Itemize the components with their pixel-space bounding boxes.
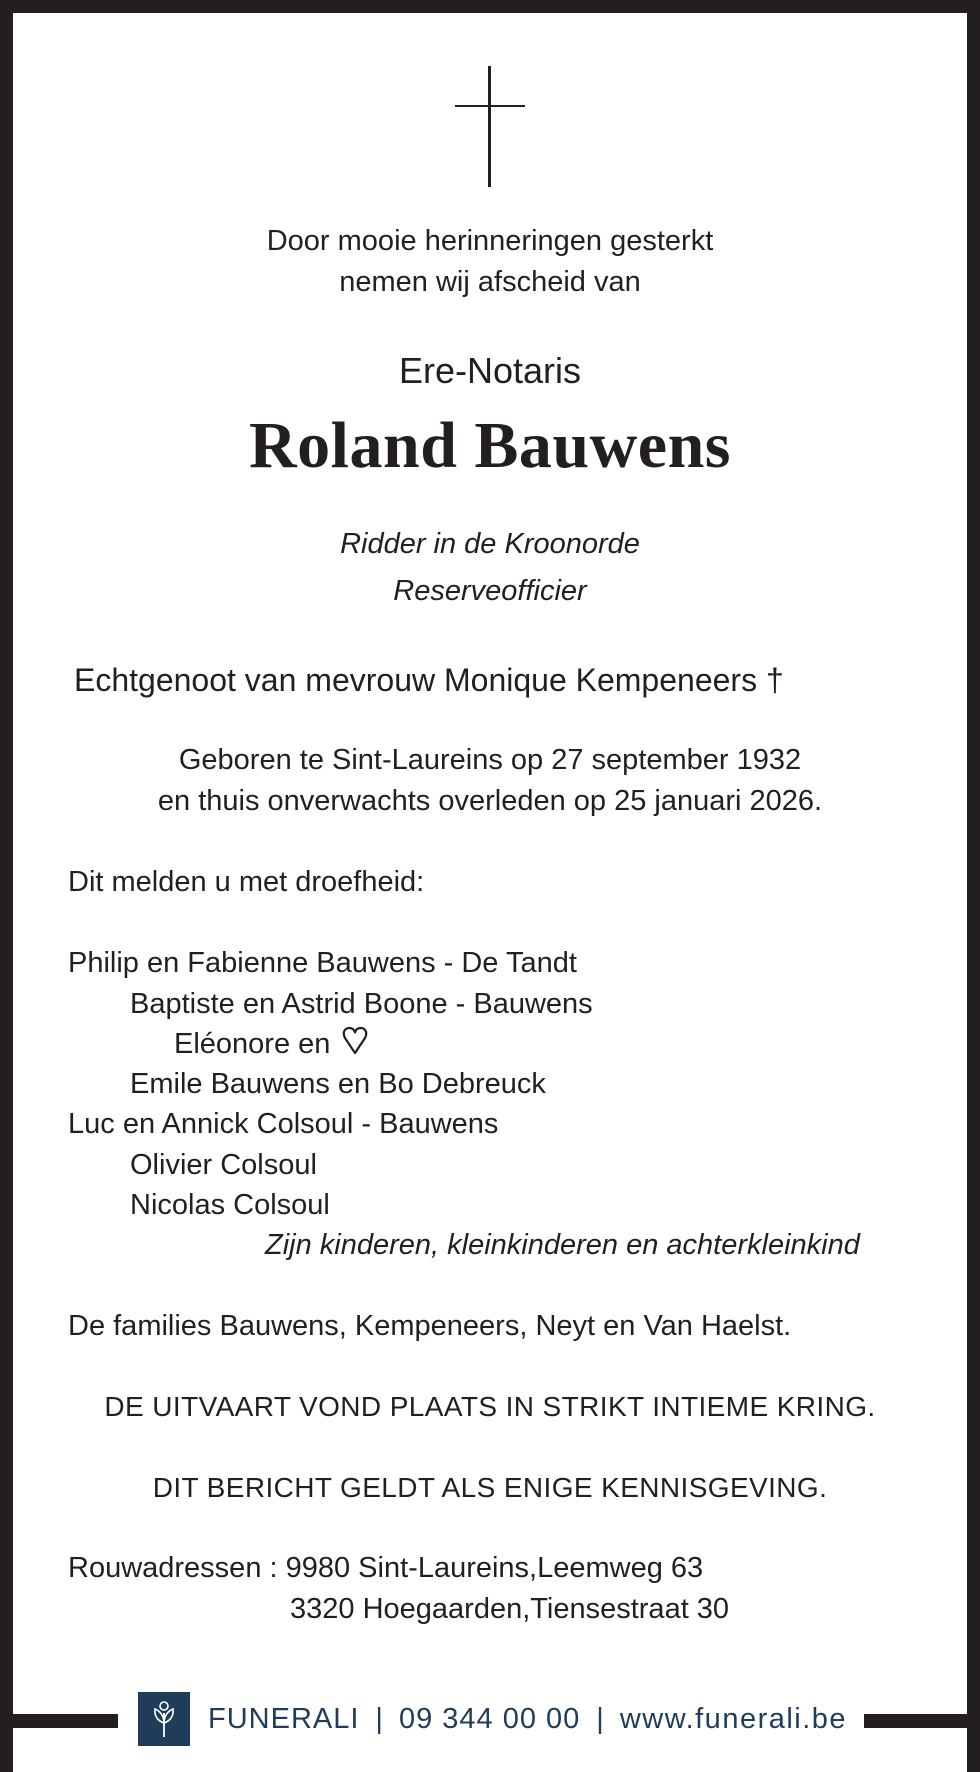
- birth-line: Geboren te Sint-Laureins op 27 september 1932: [178, 744, 802, 776]
- funeral-home-footer: [138, 1692, 847, 1746]
- brand-name: FUNERALI: [208, 1702, 360, 1735]
- spouse-line: Echtgenoot van mevrouw Monique Kempeneers †: [74, 662, 784, 698]
- footer-separator: |: [375, 1702, 383, 1735]
- family-member: Emile Bauwens en Bo Debreuck: [130, 1068, 546, 1100]
- death-line: en thuis onverwachts overleden op 25 januari 2026.: [157, 785, 823, 817]
- phone-number[interactable]: 09 344 00 00: [398, 1702, 581, 1735]
- family-member: Eléonore en: [174, 1028, 331, 1060]
- intro-line-1: Door mooie herinneringen gesterkt: [266, 225, 714, 257]
- notice-statement: DIT BERICHT GELDT ALS ENIGE KENNISGEVING.: [152, 1472, 828, 1503]
- family-member: Nicolas Colsoul: [130, 1189, 330, 1221]
- honor-line-1: Ridder in de Kroonorde: [340, 528, 640, 560]
- intro-line-2: nemen wij afscheid van: [339, 266, 641, 298]
- mourning-address-2: 3320 Hoegaarden,Tiensestraat 30: [290, 1593, 730, 1625]
- family-member-with-heart: [174, 1024, 368, 1064]
- family-member: Olivier Colsoul: [130, 1149, 317, 1181]
- family-member: Luc en Annick Colsoul - Bauwens: [68, 1108, 499, 1140]
- funeral-notice: DE UITVAART VOND PLAATS IN STRIKT INTIEME KRING.: [104, 1391, 876, 1422]
- website-link[interactable]: www.funerali.be: [619, 1702, 848, 1735]
- announce-line: Dit melden u met droefheid:: [68, 866, 425, 898]
- bottom-border-left: [0, 1714, 118, 1728]
- heart-icon: [342, 1026, 368, 1058]
- bottom-border-right: [864, 1714, 980, 1728]
- deceased-title: Ere-Notaris: [398, 350, 582, 391]
- family-member: Baptiste en Astrid Boone - Bauwens: [130, 988, 593, 1020]
- cross-icon: [455, 66, 525, 187]
- deceased-name: Roland Bauwens: [249, 409, 731, 482]
- family-member: Philip en Fabienne Bauwens - De Tandt: [68, 947, 577, 979]
- mourning-address-1: Rouwadressen : 9980 Sint-Laureins,Leemweg 63: [68, 1552, 704, 1584]
- families-line: De families Bauwens, Kempeneers, Neyt en Van Haelst.: [68, 1310, 792, 1342]
- footer-separator: |: [596, 1702, 604, 1735]
- honor-line-2: Reserveofficier: [393, 575, 587, 607]
- funerali-logo-icon: [138, 1692, 190, 1746]
- family-caption: Zijn kinderen, kleinkinderen en achterkleinkind: [265, 1229, 860, 1261]
